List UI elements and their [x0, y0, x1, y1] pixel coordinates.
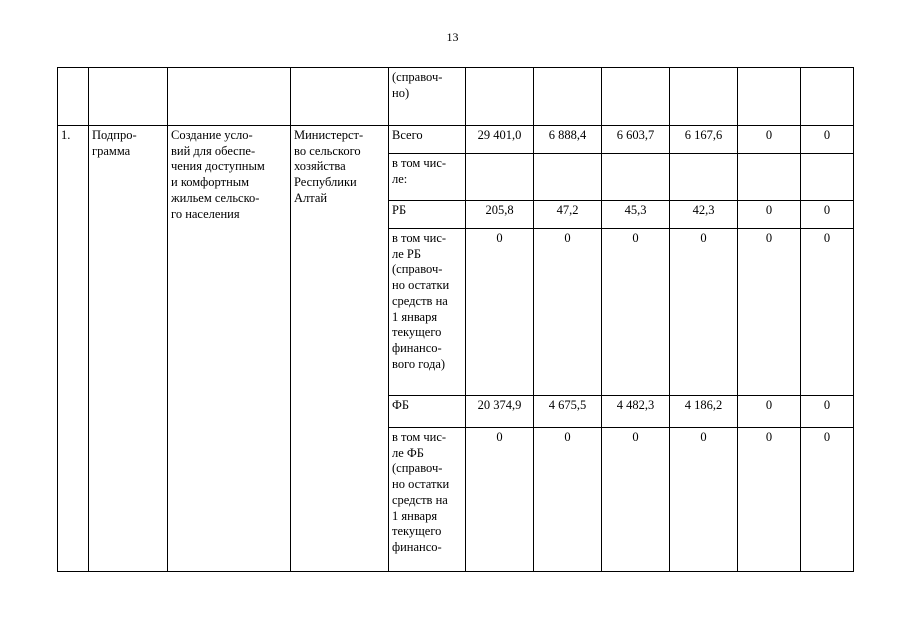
table-row [58, 126, 854, 154]
cell-type [89, 68, 168, 126]
value-cell [801, 154, 854, 201]
source-label: ФБ [389, 396, 466, 428]
value-cell: 0 [466, 428, 534, 572]
value-cell: 0 [602, 428, 670, 572]
entry-number: 1. [58, 126, 89, 572]
entry-executor: Министерст- во сельского хозяйства Республики Алтай [291, 126, 389, 572]
value-cell: 0 [801, 428, 854, 572]
value-cell: 0 [738, 229, 801, 396]
value-cell [466, 68, 534, 126]
value-cell [534, 68, 602, 126]
value-cell: 0 [534, 428, 602, 572]
value-cell [738, 68, 801, 126]
cell-name [168, 68, 291, 126]
value-cell: 45,3 [602, 201, 670, 229]
source-label: в том чис- ле РБ (справоч- но остатки средств на 1 января текущего финансо- вого года) [389, 229, 466, 396]
cell-number [58, 68, 89, 126]
source-label: в том чис- ле ФБ (справоч- но остатки средств на 1 января текущего финансо- [389, 428, 466, 572]
budget-table [57, 67, 854, 572]
value-cell: 0 [801, 126, 854, 154]
source-label: (справоч- но) [389, 68, 466, 126]
value-cell: 205,8 [466, 201, 534, 229]
value-cell [602, 68, 670, 126]
value-cell: 0 [738, 126, 801, 154]
value-cell: 0 [670, 428, 738, 572]
page-number: 13 [446, 30, 459, 44]
value-cell [602, 154, 670, 201]
value-cell: 29 401,0 [466, 126, 534, 154]
value-cell: 42,3 [670, 201, 738, 229]
continuation-row [58, 68, 854, 126]
value-cell [670, 68, 738, 126]
value-cell: 6 603,7 [602, 126, 670, 154]
value-cell: 4 482,3 [602, 396, 670, 428]
value-cell: 0 [534, 229, 602, 396]
value-cell: 6 167,6 [670, 126, 738, 154]
entry-type: Подпро- грамма [89, 126, 168, 572]
value-cell: 20 374,9 [466, 396, 534, 428]
value-cell: 0 [801, 396, 854, 428]
entry-name: Создание усло- вий для обеспе- чения доступным и комфортным жильем сельско- го населения [168, 126, 291, 572]
value-cell: 6 888,4 [534, 126, 602, 154]
value-cell: 4 675,5 [534, 396, 602, 428]
source-label: Всего [389, 126, 466, 154]
value-cell: 0 [738, 428, 801, 572]
value-cell [801, 68, 854, 126]
value-cell: 0 [466, 229, 534, 396]
value-cell: 0 [801, 229, 854, 396]
cell-executor [291, 68, 389, 126]
value-cell: 0 [801, 201, 854, 229]
value-cell: 0 [602, 229, 670, 396]
source-label: РБ [389, 201, 466, 229]
value-cell [534, 154, 602, 201]
value-cell [738, 154, 801, 201]
value-cell [670, 154, 738, 201]
value-cell: 0 [738, 201, 801, 229]
source-label: в том чис- ле: [389, 154, 466, 201]
value-cell: 0 [738, 396, 801, 428]
value-cell: 0 [670, 229, 738, 396]
value-cell: 47,2 [534, 201, 602, 229]
value-cell: 4 186,2 [670, 396, 738, 428]
value-cell [466, 154, 534, 201]
